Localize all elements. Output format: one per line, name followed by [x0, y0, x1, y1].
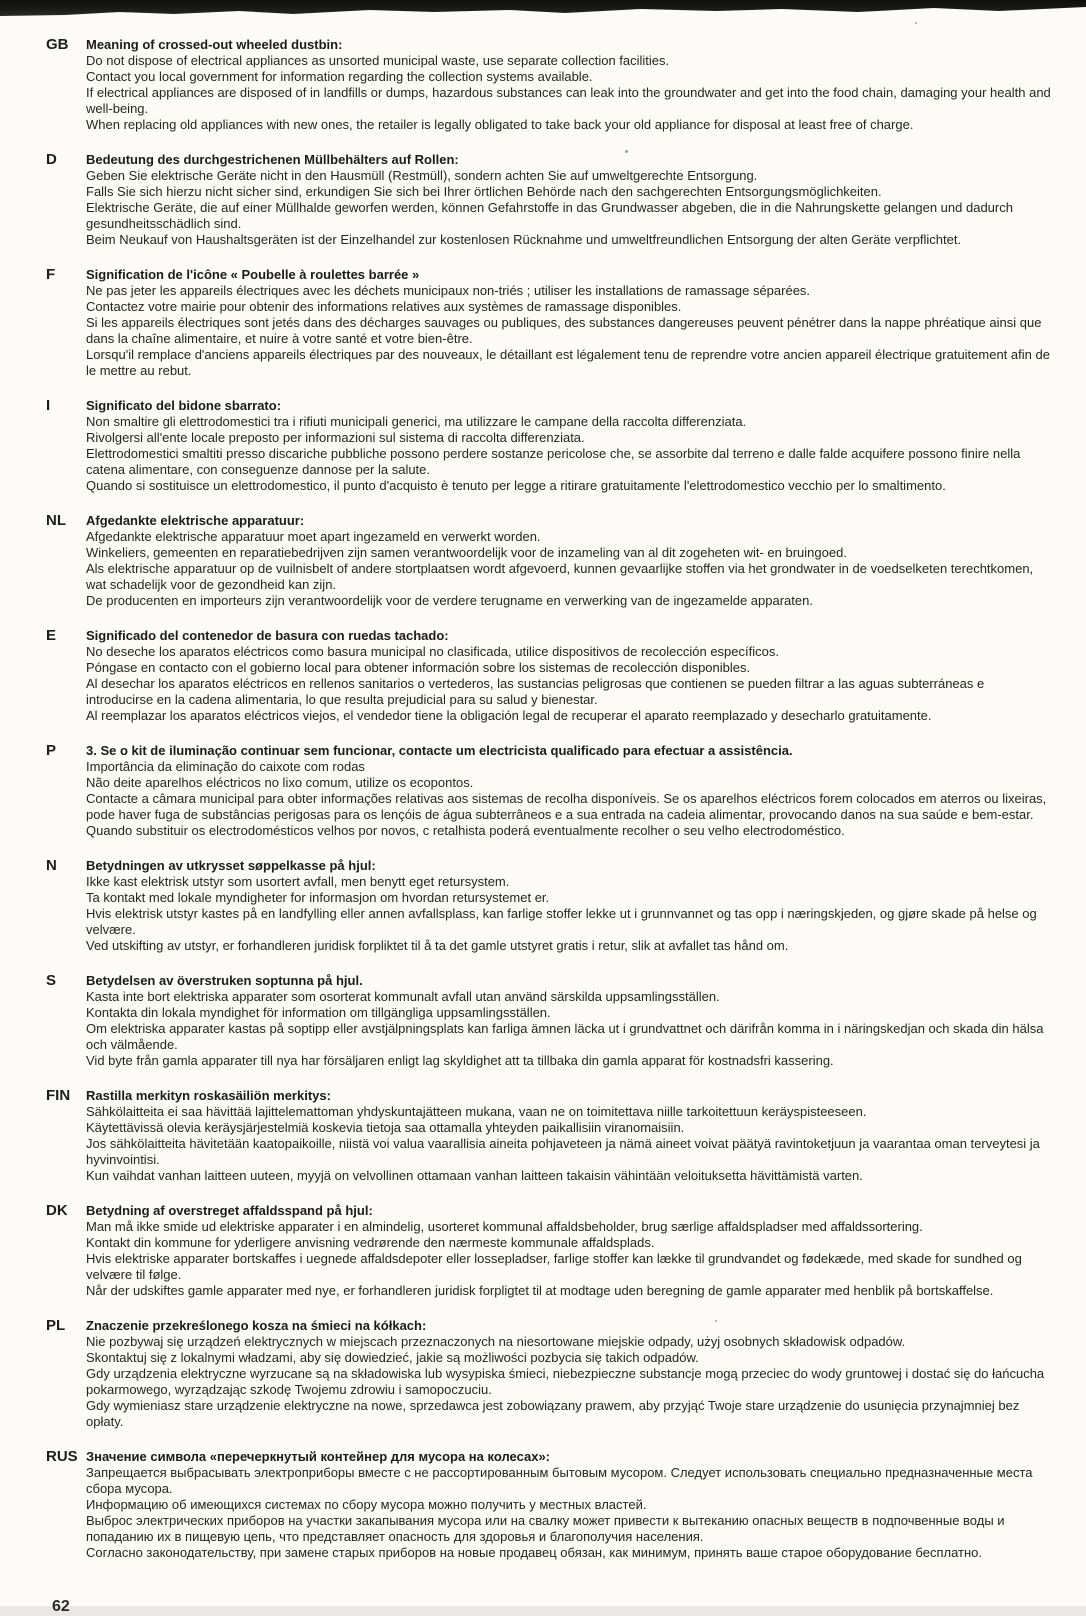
- section-line: Als elektrische apparatuur op de vuilnisbelt of andere stortplaatsen wordt afgevoerd, kunnen gevaarlijke stoffen via het grondwater in de voedselketen terechtkomen, wat schadelijk voor de gezondheid kan zijn.: [86, 561, 1034, 592]
- section-line: Vid byte från gamla apparater till nya har försäljaren enligt lag skyldighet att ta tillbaka din gamla apparat för kostnadsfri kassering.: [86, 1053, 834, 1068]
- section-line: Lorsqu'il remplace d'anciens appareils électriques par des nouveaux, le détaillant est légalement tenu de reprendre votre ancien appareil électrique gratuitement afin de le mettre au rebut.: [86, 347, 1050, 378]
- language-section-s: [46, 973, 1054, 1069]
- language-section-nl: [46, 513, 1054, 609]
- section-line: Ta kontakt med lokale myndigheter for informasjon om hvordan retursystemet er.: [86, 890, 550, 905]
- section-heading: Betydelsen av överstruken soptunna på hjul.: [86, 973, 363, 988]
- section-text-block: [86, 1203, 1054, 1299]
- section-line: Sähkölaitteita ei saa hävittää lajittelemattoman yhdyskuntajätteen mukana, vaan ne on toimitettava niille tarkoitettuun keräyspisteeseen.: [86, 1104, 867, 1119]
- section-line: Согласно законодательству, при замене старых приборов на новые продавец обязан, как минимум, принять ваше старое оборудование бесплатно.: [86, 1545, 982, 1560]
- section-line: Geben Sie elektrische Geräte nicht in den Hausmüll (Restmüll), sondern achten Sie auf umweltgerechte Entsorgung.: [86, 168, 758, 183]
- section-line: Rivolgersi all'ente locale preposto per informazioni sul sistema di raccolta differenziata.: [86, 430, 585, 445]
- section-line: Выброс электрических приборов на участки закапывания мусора или на свалку может привести к вытеканию опасных веществ в подпочвенные воды и попаданию их в пищевую цепь, что представляет опасность для здоровья и благополучия населения.: [86, 1513, 1005, 1544]
- section-heading: Afgedankte elektrische apparatuur:: [86, 513, 305, 528]
- language-code: NL: [46, 512, 66, 529]
- section-line: Al reemplazar los aparatos eléctricos viejos, el vendedor tiene la obligación legal de recuperar el aparato reemplazado y desecharlo gratuitamente.: [86, 708, 932, 723]
- section-line: Póngase en contacto con el gobierno local para obtener información sobre los sistemas de recolección disponibles.: [86, 660, 751, 675]
- section-line: Falls Sie sich hierzu nicht sicher sind, erkundigen Sie sich bei Ihrer örtlichen Behörde nach den sachgerechten Entsorgungsmöglichkeiten.: [86, 184, 882, 199]
- language-section-p: [46, 743, 1054, 839]
- section-heading: Znaczenie przekreślonego kosza na śmieci na kółkach:: [86, 1318, 427, 1333]
- section-line: Importância da eliminação do caixote com rodas: [86, 759, 365, 774]
- section-line: Quando substituir os electrodomésticos velhos por novos, c retalhista poderá eventualmente recolher o seu velho electrodoméstico.: [86, 823, 845, 838]
- language-code: GB: [46, 36, 69, 53]
- section-heading: Значение символа «перечеркнутый контейнер для мусора на колесах»:: [86, 1449, 551, 1464]
- language-code: F: [46, 266, 56, 283]
- section-text-block: [86, 628, 1054, 724]
- section-line: Man må ikke smide ud elektriske apparater i en almindelig, usorteret kommunal affaldsbeholder, brug særlige affaldspladser med affaldssortering.: [86, 1219, 923, 1234]
- section-line: Ved utskifting av utstyr, er forhandleren juridisk forpliktet til å ta det gamle utstyret gratis i retur, slik at avfallet tas hånd om.: [86, 938, 789, 953]
- section-line: No deseche los aparatos eléctricos como basura municipal no clasificada, utilice dispositivos de recolección específicos.: [86, 644, 779, 659]
- section-heading: 3. Se o kit de iluminação continuar sem funcionar, contacte um electricista qualificado para efectuar a assistência.: [86, 743, 793, 758]
- section-line: Käytettävissä olevia keräysjärjestelmiä koskevia tietoja saa ottamalla yhteyden paikallisiin viranomaisiin.: [86, 1120, 685, 1135]
- section-line: Do not dispose of electrical appliances as unsorted municipal waste, use separate collection facilities.: [86, 53, 670, 68]
- section-line: Winkeliers, gemeenten en reparatiebedrijven zijn samen verantwoordelijk voor de inzameling van al dit zogeheten wit- en bruingoed.: [86, 545, 847, 560]
- section-line: Ikke kast elektrisk utstyr som usortert avfall, men benytt eget retursystem.: [86, 874, 510, 889]
- page-number: 62: [52, 1598, 70, 1615]
- section-line: Om elektriska apparater kastas på soptipp eller avstjälpningsplats kan farliga ämnen läcka ut i grundvattnet och därifrån komma in i näringskedjan och skada din hälsa och välmående.: [86, 1021, 1044, 1052]
- section-line: Hvis elektriske apparater bortskaffes i uegnede affaldsdepoter eller lossepladser, farlige stoffer kan lække til grundvandet og fødekæde, med skade for sundhed og velvære til følge.: [86, 1251, 1022, 1282]
- language-code: FIN: [46, 1087, 71, 1104]
- language-section-rus: [46, 1449, 1054, 1561]
- section-text-block: [86, 1318, 1054, 1430]
- section-text-block: [86, 1088, 1054, 1184]
- language-section-pl: [46, 1318, 1054, 1430]
- section-text-block: [86, 37, 1054, 133]
- section-line: Nie pozbywaj się urządzeń elektrycznych w miejscach przeznaczonych na niesortowane miejskie odpady, użyj osobnych składowisk odpadów.: [86, 1334, 906, 1349]
- language-section-i: [46, 398, 1054, 494]
- language-code: RUS: [46, 1448, 78, 1465]
- section-heading: Rastilla merkityn roskasäiliön merkitys:: [86, 1088, 331, 1103]
- language-code: N: [46, 857, 57, 874]
- language-code: S: [46, 972, 57, 989]
- section-line: Contacte a câmara municipal para obter informações relativas aos sistemas de recolha disponíveis. Se os aparelhos eléctricos forem colocados em aterros ou lixeiras, pode haver fuga de substâncias perigosas para os lençóis de água subterrâneos e a sua entrada na cadeia alimentar, provocando danos na sua saúde e bem-estar.: [86, 791, 1047, 822]
- section-text-block: [86, 743, 1054, 839]
- language-section-dk: [46, 1203, 1054, 1299]
- section-line: Quando si sostituisce un elettrodomestico, il punto d'acquisto è tenuto per legge a ritirare gratuitamente l'elettrodomestico vecchio per lo smaltimento.: [86, 478, 946, 493]
- section-line: Si les appareils électriques sont jetés dans des décharges sauvages ou publiques, des substances dangereuses peuvent pénétrer dans la nappe phréatique ainsi que dans la chaîne alimentaire, et nuire à votre santé et votre bien-être.: [86, 315, 1042, 346]
- section-text-block: [86, 1449, 1054, 1561]
- language-code: E: [46, 627, 57, 644]
- section-text-block: [86, 398, 1054, 494]
- section-text-block: [86, 267, 1054, 379]
- section-text-block: [86, 152, 1054, 248]
- section-line: Kun vaihdat vanhan laitteen uuteen, myyjä on velvollinen ottamaan vanhan laitteen takaisin vähintään veloituksetta hävittämistä varten.: [86, 1168, 863, 1183]
- language-code: D: [46, 151, 57, 168]
- section-line: Beim Neukauf von Haushaltsgeräten ist der Einzelhandel zur kostenlosen Rücknahme und umweltfreundlichen Entsorgung der alten Geräte verpflichtet.: [86, 232, 962, 247]
- language-section-e: [46, 628, 1054, 724]
- language-code: P: [46, 742, 57, 759]
- section-line: Når der udskiftes gamle apparater med nye, er forhandleren juridisk forpligtet til at modtage uden beregning de gamle apparater med henblik på bortskaffelse.: [86, 1283, 994, 1298]
- section-line: Contactez votre mairie pour obtenir des informations relatives aux systèmes de ramassage disponibles.: [86, 299, 682, 314]
- section-line: If electrical appliances are disposed of in landfills or dumps, hazardous substances can leak into the groundwater and get into the food chain, damaging your health and well-being.: [86, 85, 1051, 116]
- section-line: Kontakta din lokala myndighet för information om tillgängliga uppsamlingsställen.: [86, 1005, 551, 1020]
- language-section-fin: [46, 1088, 1054, 1184]
- section-line: Afgedankte elektrische apparatuur moet apart ingezameld en verwerkt worden.: [86, 529, 541, 544]
- language-section-gb: [46, 37, 1054, 133]
- section-line: Skontaktuj się z lokalnymi władzami, aby się dowiedzieć, jakie są możliwości pozbycia się takich odpadów.: [86, 1350, 699, 1365]
- section-line: Al desechar los aparatos eléctricos en rellenos sanitarios o vertederos, las sustancias peligrosas que contienen se pueden filtrar a las aguas subterráneas e introducirse en la cadena alimentaria, lo que resulta prejudicial para su salud y bienestar.: [86, 676, 985, 707]
- section-heading: Significato del bidone sbarrato:: [86, 398, 282, 413]
- section-line: Contact you local government for information regarding the collection systems available.: [86, 69, 593, 84]
- section-heading: Significado del contenedor de basura con ruedas tachado:: [86, 628, 449, 643]
- section-line: Jos sähkölaitteita hävitetään kaatopaikoille, niistä voi valua vaarallisia aineita pohjaveteen ja nämä aineet voivat päätyä ravintoketjuun ja vaarantaa oman terveytesi ja hyvinvointisi.: [86, 1136, 1040, 1167]
- section-text-block: [86, 513, 1054, 609]
- section-line: Ne pas jeter les appareils électriques avec les déchets municipaux non-triés ; utiliser les installations de ramassage séparées.: [86, 283, 811, 298]
- language-code: DK: [46, 1202, 68, 1219]
- section-line: Hvis elektrisk utstyr kastes på en landfylling eller annen avfallsplass, kan farlige stoffer lekke ut i grunnvannet og tas opp i næringskjeden, og gjøre skade på helse og velvære.: [86, 906, 1037, 937]
- section-line: Kasta inte bort elektriska apparater som osorterat kommunalt avfall utan använd särskilda uppsamlingsställen.: [86, 989, 720, 1004]
- section-line: Запрещается выбрасывать электроприборы вместе с не рассортированным бытовым мусором. Следует использовать специально предназначенные места сбора мусора.: [86, 1465, 1033, 1496]
- section-line: Non smaltire gli elettrodomestici tra i rifiuti municipali generici, ma utilizzare le campane della raccolta differenziata.: [86, 414, 747, 429]
- section-line: Информацию об имеющихся системах по сбору мусора можно получить у местных властей.: [86, 1497, 647, 1512]
- section-line: When replacing old appliances with new ones, the retailer is legally obligated to take back your old appliance for disposal at least free of charge.: [86, 117, 914, 132]
- section-line: Gdy wymieniasz stare urządzenie elektryczne na nowe, sprzedawca jest zobowiązany prawem, aby przyjąć Twoje stare urządzenie do usunięcia przynajmniej bez opłaty.: [86, 1398, 1020, 1429]
- language-section-n: [46, 858, 1054, 954]
- section-line: Não deite aparelhos eléctricos no lixo comum, utilize os ecopontos.: [86, 775, 474, 790]
- section-heading: Bedeutung des durchgestrichenen Müllbehälters auf Rollen:: [86, 152, 459, 167]
- section-heading: Signification de l'icône « Poubelle à roulettes barrée »: [86, 267, 420, 282]
- language-code: I: [46, 397, 51, 414]
- section-line: Gdy urządzenia elektryczne wyrzucane są na składowiska lub wysypiska śmieci, niebezpieczne substancje mogą przeciec do wody gruntowej i dostać się do łańcucha pokarmowego, wyrządzając szkodę Twojemu zdrowiu i samopoczuciu.: [86, 1366, 1045, 1397]
- language-section-f: [46, 267, 1054, 379]
- section-text-block: [86, 858, 1054, 954]
- language-section-d: [46, 152, 1054, 248]
- section-heading: Meaning of crossed-out wheeled dustbin:: [86, 37, 343, 52]
- section-line: De producenten en importeurs zijn verantwoordelijk voor de verdere terugname en verwerking van de ingezamelde apparaten.: [86, 593, 813, 608]
- section-line: Kontakt din kommune for yderligere anvisning vedrørende den nærmeste kommunale affaldsplads.: [86, 1235, 655, 1250]
- language-code: PL: [46, 1317, 66, 1334]
- section-heading: Betydningen av utkrysset søppelkasse på hjul:: [86, 858, 376, 873]
- section-line: Elettrodomestici smaltiti presso discariche pubbliche possono perdere sostanze pericolose che, se assorbite dal terreno e dalle falde acquifere possono finire nella catena alimentare, con conseguenze dannose per la salute.: [86, 446, 1021, 477]
- section-heading: Betydning af overstreget affaldsspand på hjul:: [86, 1203, 373, 1218]
- section-line: Elektrische Geräte, die auf einer Müllhalde geworfen werden, können Gefahrstoffe in das Grundwasser abgeben, die in die Nahrungskette gelangen und dadurch gesundheitsschädlich sind.: [86, 200, 1013, 231]
- section-text-block: [86, 973, 1054, 1069]
